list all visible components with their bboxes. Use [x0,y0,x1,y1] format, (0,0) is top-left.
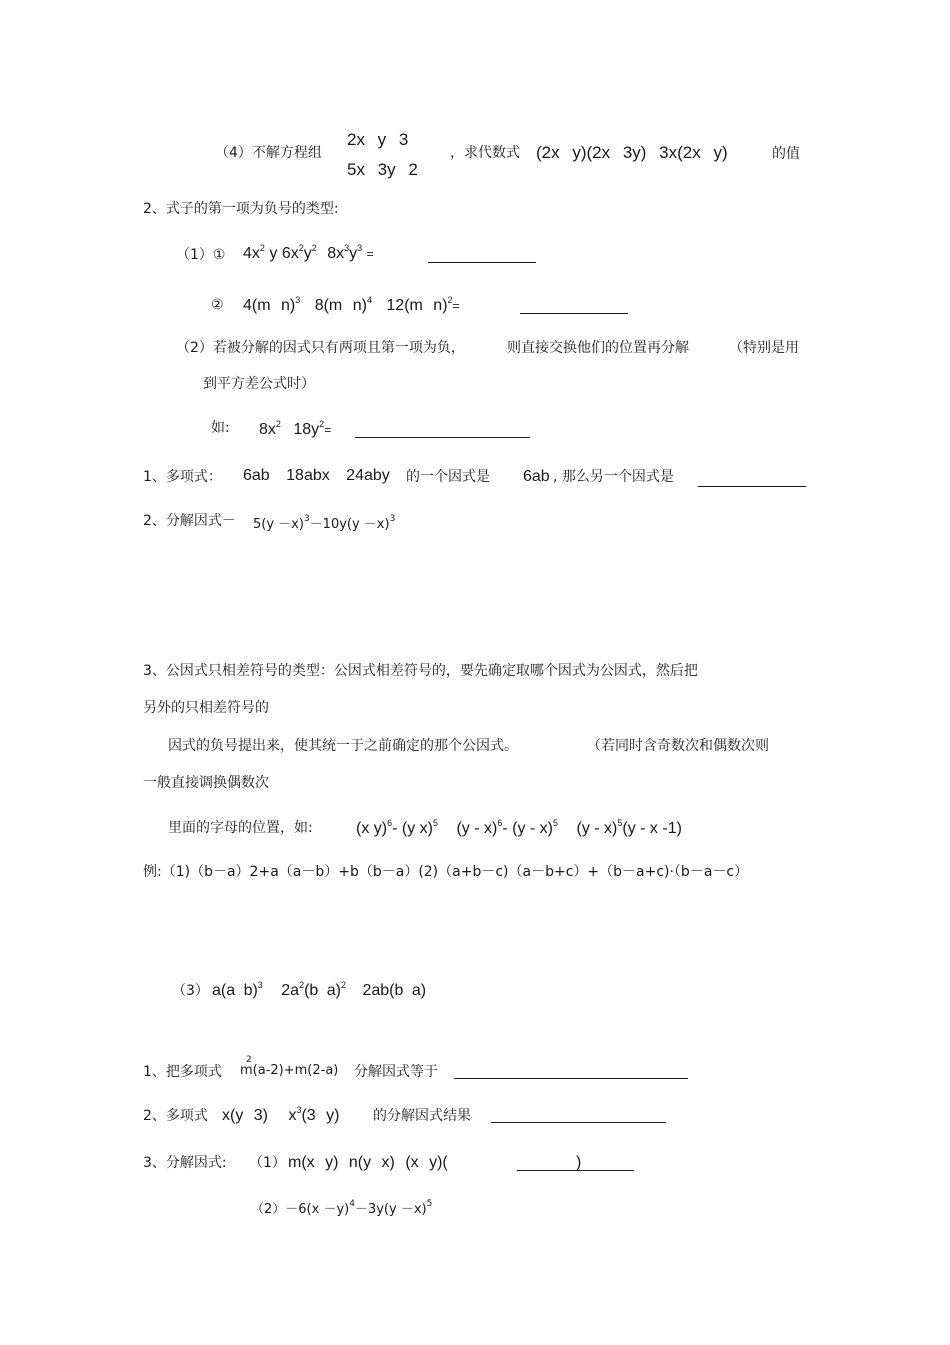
term: 12(m n) [386,297,448,314]
term: x(y 3) [222,1107,268,1124]
exp: 4 [349,1199,355,1209]
exp: 3 [389,514,396,524]
exercise2-label: 2、多项式 [143,1108,208,1124]
answer-blank[interactable] [698,486,806,487]
section3-example: 例:（1)（b－a）2+a（a－b）+b（b－a）(2)（a+b－c)（a－b+c）+（b－a+c)·（b－a－c） [143,864,749,880]
item4-label: （4）不解方程组 [215,145,322,161]
exp: 5 [617,818,623,828]
term: a(a b) [212,982,258,999]
term: 8x [259,421,276,438]
term: 8(m n) [314,297,367,314]
term: - (y x) [392,820,433,837]
term: －3y(y －x) [354,1202,427,1217]
term: (y - x) [576,820,618,837]
exp: 2 [319,419,325,429]
term: (b a) [304,982,341,999]
exp: 2 [275,419,281,429]
exp: 6 [387,818,393,828]
answer-blank[interactable] [491,1122,666,1123]
term: y [349,245,358,262]
term: 8x [327,245,345,262]
exp: 3 [257,980,263,990]
exp: 3 [295,295,301,305]
term: x [288,1107,297,1124]
ex1-tail: , 那么另一个因式是 [553,469,674,485]
equals: = [452,299,460,313]
exercise3-close: ) [576,1154,582,1171]
item4-eq2: 5x 3y 2 [347,160,418,179]
ex2-expr [253,513,395,532]
section2-title: 2、式子的第一项为负号的类型: [143,201,339,217]
exp: 3 [296,1105,302,1115]
term: (y - x -1) [622,820,682,837]
section3-line3b: （若同时含奇数次和偶数次则 [587,738,769,754]
term: 4x [243,245,260,262]
exercise2-expr [222,1107,339,1125]
exp: 2 [340,980,346,990]
item4-comma-text: ，求代数式 [450,145,520,161]
section2-p2-label: ② [211,297,224,313]
term: 2ab(b a) [362,982,427,999]
section3-line5-expr [356,820,682,838]
answer-blank[interactable] [428,262,536,263]
exercise2-tail: 的分解因式结果 [373,1108,471,1124]
term: －10y(y －x) [309,517,390,532]
section2-example-expr [259,421,331,439]
term: 5(y －x) [253,517,304,532]
exp: 3 [357,243,363,253]
term: y 6x [269,245,299,262]
exp: 3 [344,243,350,253]
term: (3 y) [301,1107,340,1124]
term: 4(m n) [243,297,296,314]
exercise3-expr: m(x y) n(y x) (x y)( [288,1154,448,1171]
section3-line3a: 因式的负号提出来，使其统一于之前确定的那个公因式。 [168,738,518,754]
equals: = [324,423,332,437]
item4-suffix: 的值 [772,146,800,162]
exp: 2 [259,243,265,253]
answer-blank[interactable] [520,313,628,314]
term: m(a-2)+m(2-a) [240,1063,339,1078]
section2-p2-expr [243,297,460,315]
answer-blank[interactable] [355,437,530,438]
exercise3-sub1: （1） [249,1155,286,1171]
exp: 4 [366,295,372,305]
item3-expr [212,982,426,1000]
exp: 2 [447,295,453,305]
exp: 2 [299,980,305,990]
term: (y - x) [456,820,498,837]
section2-rule-a: （2）若被分解的因式只有两项且第一项为负， [176,340,465,356]
section2-p1-label: （1）① [176,247,226,263]
section3-line5a: 里面的字母的位置，如: [168,820,313,836]
ex1-label: 1、多项式： [143,469,222,485]
section3-line4: 一般直接调换偶数次 [143,775,269,791]
section3-line1: 3、公因式只相差符号的类型：公因式相差符号的，要先确定取哪个因式为公因式，然后把 [143,663,698,679]
exp: 2 [311,243,317,253]
exp: 2 [298,243,304,253]
section2-p1-expr [243,245,374,263]
term: - (y - x) [502,820,554,837]
ex2-label: 2、分解因式－ [143,513,236,529]
exp: 5 [433,818,439,828]
term: (x y) [356,820,388,837]
ex1-factor: 6ab [523,468,550,485]
section2-rule-c: （特别是用 [729,340,799,356]
exp: 6 [497,818,503,828]
ex1-mid: 的一个因式是 [406,469,490,485]
term: y [303,245,312,262]
term: 18y [293,421,320,438]
exp: 5 [553,818,559,828]
item4-expr: (2x y)(2x 3y) 3x(2x y) [536,143,728,162]
exp: 3 [303,514,310,524]
exp: 2 [246,1055,252,1065]
section2-example-label: 如: [211,420,230,436]
exercise1-tail: 分解因式等于 [354,1064,438,1080]
item3-label: （3） [172,983,209,999]
section2-rule-line2: 到平方差公式时） [203,376,315,392]
exp: 5 [426,1199,433,1209]
item4-eq1: 2x y 3 [347,130,409,149]
exercise1-label: 1、把多项式 [143,1064,222,1080]
exercise3-label: 3、分解因式: [143,1155,227,1171]
equals: = [366,247,374,261]
term: 2a [281,982,300,999]
term: （2）－6(x －y) [251,1202,350,1217]
ex1-expr: 6ab 18abx 24aby [243,467,390,484]
section3-line2: 另外的只相差符号的 [143,700,269,716]
answer-blank[interactable] [454,1078,688,1079]
exercise1-expr [240,1055,339,1078]
section2-rule-b: 则直接交换他们的位置再分解 [507,340,689,356]
exercise3-sub2 [251,1198,432,1217]
